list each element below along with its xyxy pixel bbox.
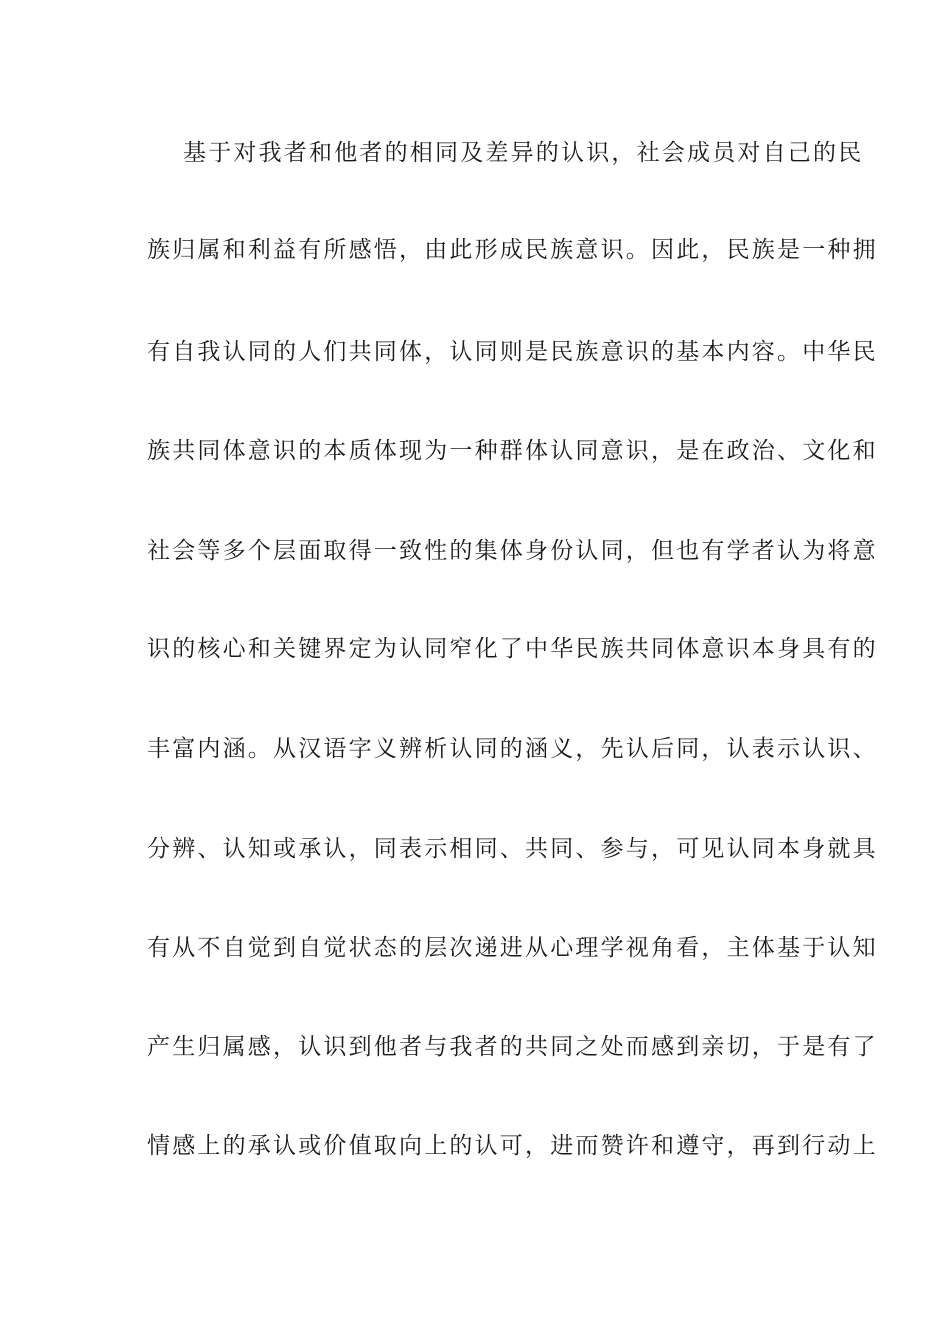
paragraph-line-11: 情感上的承认或价值取向上的认可，进而赞许和遵守，再到行动上 — [147, 1133, 878, 1159]
paragraph-line-10: 产生归属感，认识到他者与我者的共同之处而感到亲切，于是有了 — [147, 1034, 878, 1060]
paragraph-line-2: 族归属和利益有所感悟，由此形成民族意识。因此，民族是一种拥 — [147, 237, 878, 263]
paragraph-line-1: 基于对我者和他者的相同及差异的认识，社会成员对自己的民 — [183, 140, 864, 166]
paragraph-line-7: 丰富内涵。从汉语字义辨析认同的涵义，先认后同，认表示认识、 — [147, 736, 878, 762]
paragraph-line-5: 社会等多个层面取得一致性的集体身份认同，但也有学者认为将意 — [147, 538, 878, 564]
paragraph-line-3: 有自我认同的人们共同体，认同则是民族意识的基本内容。中华民 — [147, 339, 878, 365]
paragraph-line-9: 有从不自觉到自觉状态的层次递进从心理学视角看，主体基于认知 — [147, 935, 878, 961]
paragraph-line-8: 分辨、认知或承认，同表示相同、共同、参与，可见认同本身就具 — [147, 836, 878, 862]
paragraph-line-6: 识的核心和关键界定为认同窄化了中华民族共同体意识本身具有的 — [147, 636, 878, 662]
paragraph-line-4: 族共同体意识的本质体现为一种群体认同意识，是在政治、文化和 — [147, 438, 878, 464]
